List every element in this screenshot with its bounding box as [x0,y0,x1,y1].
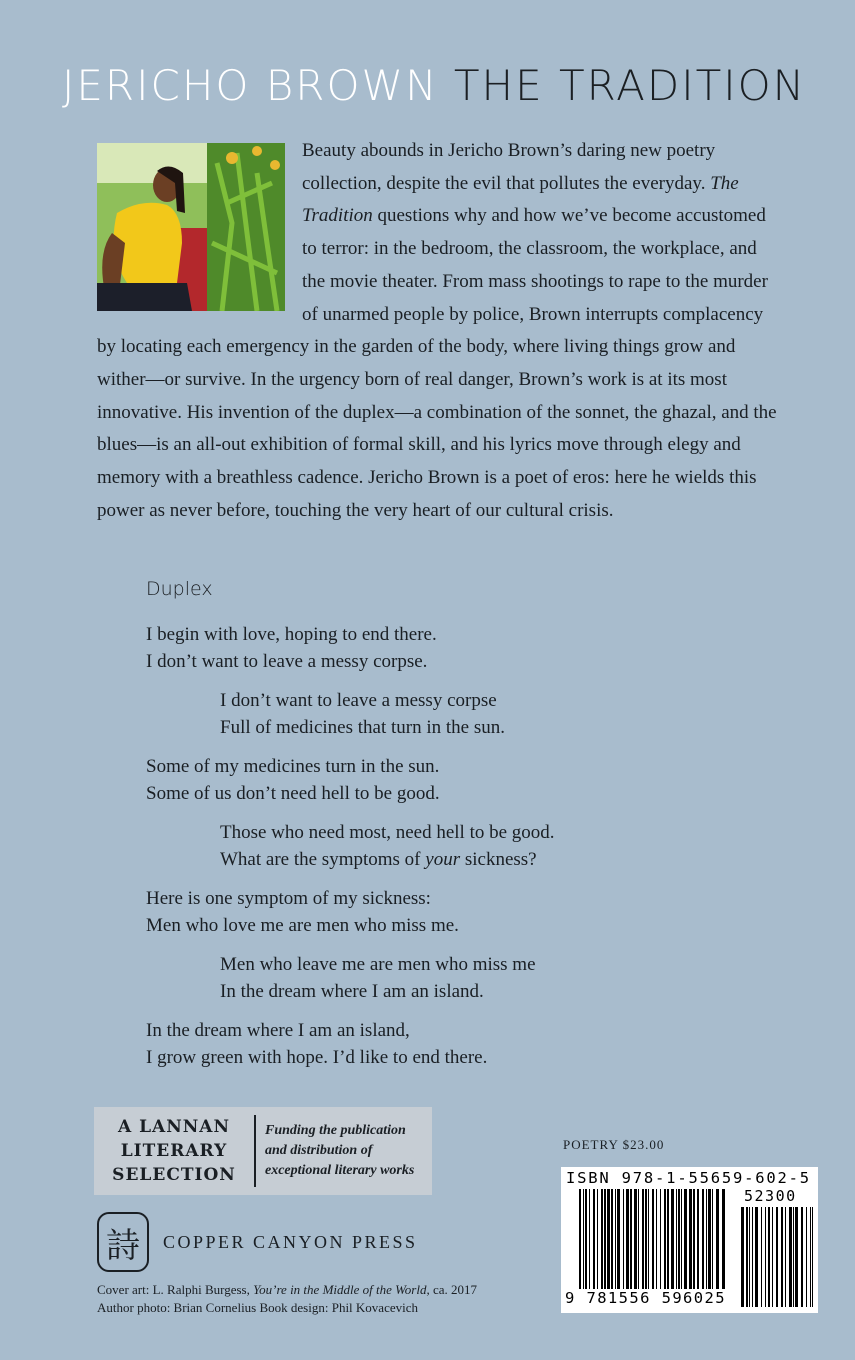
author-name: JERICHO BROWN [62,61,439,110]
isbn-barcode [561,1167,818,1313]
credits [97,1281,477,1317]
lannan-badge [94,1107,432,1195]
photo-design-credit: Author photo: Brian Cornelius Book design: Phil Kovacevich [97,1300,418,1315]
barcode-addon-number: 52300 [744,1187,797,1205]
price-label: POETRY $23.00 [563,1137,665,1152]
publisher [97,1212,418,1272]
lannan-tagline: Funding the publication and distribution of exceptional literary works [265,1123,415,1178]
book-title: THE TRADITION [453,61,807,110]
stanza-1: I begin with love, hoping to end there. I don’t want to leave a messy corpse. [146,624,437,672]
publisher-logo-icon: 詩 [97,1212,149,1272]
stanza-2: I don’t want to leave a messy corpse Full of medicines that turn in the sun. [220,690,505,738]
stanza-5: Here is one symptom of my sickness: Men who love me are men who miss me. [146,888,459,936]
cover-title [62,62,822,110]
poem [146,622,706,1084]
publisher-name: COPPER CANYON PRESS [163,1231,418,1252]
cover-art-credit: Cover art: L. Ralphi Burgess, You’re in the Middle of the World, ca. 2017 [97,1282,477,1297]
barcode-ean-number: 9 781556 596025 [565,1289,726,1307]
stanza-7: In the dream where I am an island, I grow green with hope. I’d like to end there. [146,1020,488,1068]
lannan-title: A LANNAN LITERARY SELECTION [100,1115,256,1187]
stanza-6: Men who leave me are men who miss me In the dream where I am an island. [220,954,536,1002]
stanza-3: Some of my medicines turn in the sun. Some of us don’t need hell to be good. [146,756,440,804]
stanza-4: Those who need most, need hell to be good. What are the symptoms of your sickness? [220,822,555,870]
book-description: Beauty abounds in Jericho Brown’s daring new poetry collection, despite the evil that pollutes the everyday. The Tradition questions why and how we’ve become accustomed to terror: in the bedroom, the classroom, the workplace, and the movie theater. From mass shootings to rape to the murder of unarmed people by police, Brown interrupts complacency by locating each emergency in the garden of the body, where living things grow and wither—or survive. In the urgency born of real danger, Brown’s work is at its most innovative. His invention of the duplex—a combination of the sonnet, the ghazal, and the blues—is an all-out exhibition of formal skill, and his lyrics move through elegy and memory with a breathless cadence. Jericho Brown is a poet of eros: here he wields this power as never before, touching the very heart of our cultural crisis. [97,140,777,521]
isbn-text: ISBN 978-1-55659-602-5 [566,1169,811,1187]
poem-title: Duplex [146,578,213,600]
